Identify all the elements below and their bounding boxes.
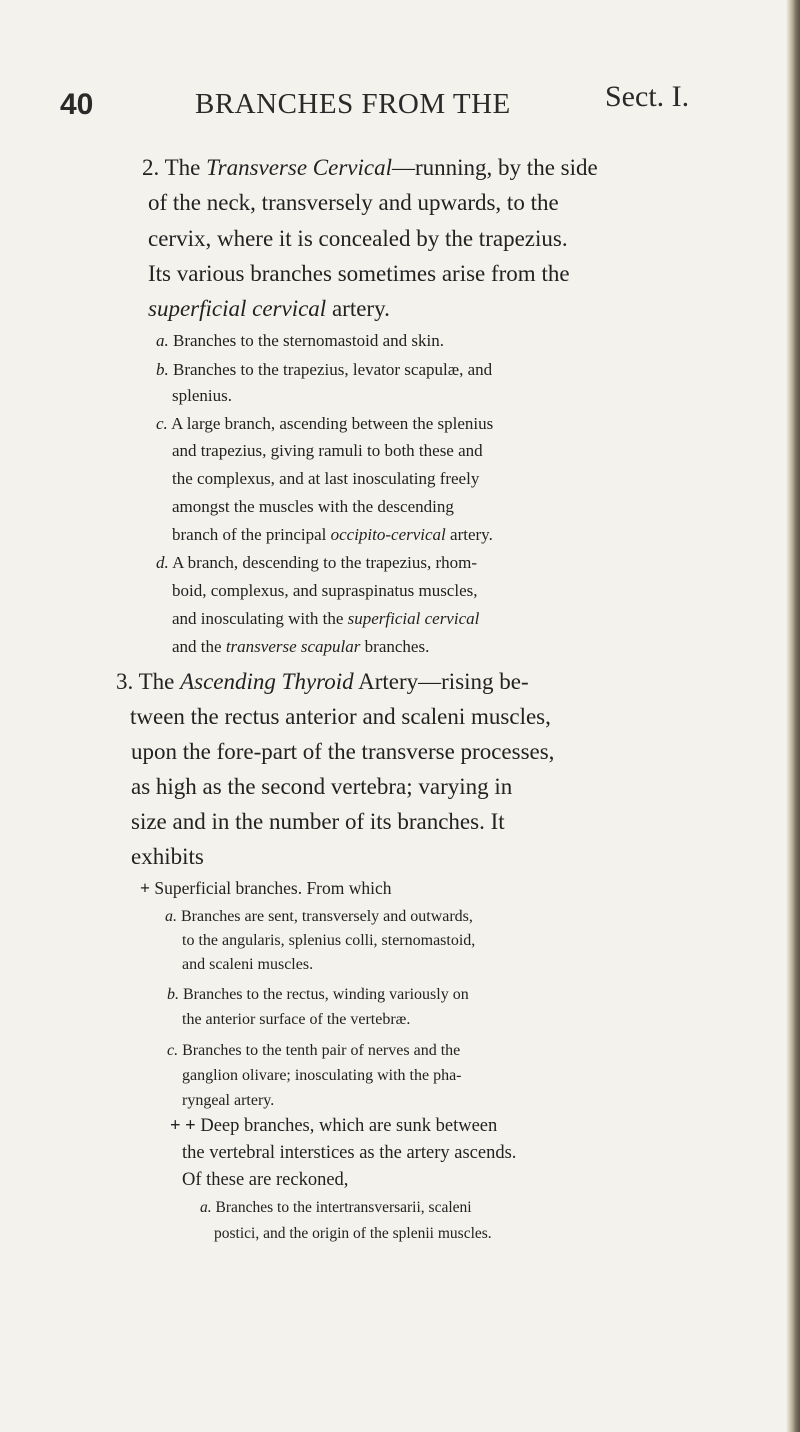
double-dagger-mark: + + bbox=[170, 1116, 196, 1136]
item2-line-4: Its various branches sometimes arise from the bbox=[148, 261, 570, 286]
item2-name: Transverse Cervical bbox=[206, 155, 392, 180]
item3-line-2: tween the rectus anterior and scaleni muscles, bbox=[130, 704, 551, 729]
item2-sub-c-3: the complexus, and at last inosculating freely bbox=[172, 469, 480, 488]
item2-sub-c-4: amongst the muscles with the descending bbox=[172, 497, 454, 516]
item3-line-3: upon the fore-part of the transverse processes, bbox=[131, 739, 555, 764]
sub-italic: transverse scapular bbox=[225, 637, 361, 656]
section-label: Sect. I. bbox=[605, 80, 690, 113]
running-title: BRANCHES FROM THE bbox=[195, 88, 511, 120]
item3-line-4: as high as the second vertebra; varying in bbox=[131, 774, 513, 799]
item2-sub-d-4 bbox=[172, 634, 762, 660]
item3-name: Ascending Thyroid bbox=[180, 669, 354, 694]
item2-line-2: of the neck, transversely and upwards, to the bbox=[148, 190, 559, 215]
superficial-sub-a-2: to the angularis, splenius colli, sternomastoid, bbox=[182, 932, 476, 949]
item2-line-1: 2. The Transverse Cervical—running, by the side bbox=[142, 155, 598, 180]
sub-text: A large branch, ascending between the splenius bbox=[171, 414, 494, 433]
sub-text: and the bbox=[172, 637, 222, 656]
item2-line-5 bbox=[148, 291, 748, 326]
sub-text: branch of the principal bbox=[172, 525, 327, 544]
sub-text: Branches to the rectus, winding variously on bbox=[183, 986, 469, 1003]
sub-text: Branches to the tenth pair of nerves and the bbox=[182, 1042, 461, 1059]
superficial-text: Superficial branches. From which bbox=[154, 878, 392, 898]
sub-text: and inosculating with the bbox=[172, 609, 344, 628]
item3-line-5: size and in the number of its branches. It bbox=[131, 809, 505, 834]
sub-letter: b. bbox=[167, 986, 179, 1003]
sub-italic: occipito-cervical bbox=[330, 525, 446, 544]
sub-text: Branches are sent, transversely and outwards, bbox=[181, 908, 473, 925]
item3-deep-3: Of these are reckoned, bbox=[182, 1170, 349, 1190]
item2-sub-c-2: and trapezius, giving ramuli to both these and bbox=[172, 441, 483, 460]
item2-line-3: cervix, where it is concealed by the trapezius. bbox=[148, 226, 568, 251]
deep-sub-a bbox=[200, 1196, 760, 1220]
sub-italic: superficial cervical bbox=[347, 609, 480, 628]
sub-text: Branches to the trapezius, levator scapulæ, and bbox=[173, 360, 493, 379]
item2-sub-b bbox=[156, 357, 746, 383]
superficial-sub-c-3: ryngeal artery. bbox=[182, 1092, 275, 1109]
page-number: 40 bbox=[60, 88, 94, 121]
item3-number: 3. The bbox=[116, 669, 175, 694]
sub-letter: b. bbox=[156, 360, 169, 379]
sub-text: Branches to the intertransversarii, scaleni bbox=[215, 1199, 472, 1216]
superficial-sub-a-3: and scaleni muscles. bbox=[182, 956, 314, 973]
superficial-sub-a bbox=[165, 905, 745, 928]
item3-line-1 bbox=[116, 664, 716, 699]
superficial-sub-b-2: the anterior surface of the vertebræ. bbox=[182, 1011, 411, 1028]
sub-text: Branches to the sternomastoid and skin. bbox=[173, 331, 445, 350]
item3-line-6: exhibits bbox=[131, 844, 204, 869]
sub-text: artery. bbox=[450, 525, 493, 544]
item2-artery: artery. bbox=[331, 296, 390, 321]
sub-letter: a. bbox=[165, 908, 177, 925]
deep-sub-a-2: postici, and the origin of the splenii muscles. bbox=[214, 1225, 492, 1242]
item2-number: 2. The bbox=[142, 155, 201, 180]
item2-sub-a bbox=[156, 328, 746, 354]
item2-italic: superficial cervical bbox=[148, 296, 327, 321]
sub-letter: c. bbox=[156, 414, 168, 433]
item2-text: running, by the side bbox=[415, 155, 598, 180]
item2-sub-d-3 bbox=[172, 606, 762, 632]
item2-sub-c bbox=[156, 411, 746, 437]
page-spine-shadow bbox=[786, 0, 800, 1432]
running-header bbox=[60, 80, 760, 132]
item3-deep bbox=[170, 1114, 750, 1138]
item2-sub-d-2: boid, complexus, and supraspinatus muscles, bbox=[172, 581, 478, 600]
item2-sub-b-cont: splenius. bbox=[172, 386, 232, 405]
item2-sub-c-5 bbox=[172, 522, 762, 548]
item3-deep-2: the vertebral interstices as the artery ascends. bbox=[182, 1143, 517, 1163]
superficial-sub-c bbox=[167, 1039, 747, 1062]
sub-text: A branch, descending to the trapezius, rhom- bbox=[172, 553, 478, 572]
deep-text: Deep branches, which are sunk between bbox=[200, 1116, 498, 1136]
item3-text: Artery—rising be- bbox=[358, 669, 529, 694]
dagger-mark: + bbox=[140, 878, 150, 898]
item3-superficial bbox=[140, 876, 720, 900]
superficial-sub-c-2: ganglion olivare; inosculating with the pha- bbox=[182, 1067, 462, 1084]
sub-letter: d. bbox=[156, 553, 169, 572]
item2-sub-d bbox=[156, 550, 746, 576]
sub-letter: a. bbox=[156, 331, 169, 350]
sub-letter: c. bbox=[167, 1042, 179, 1059]
sub-text: branches. bbox=[364, 637, 430, 656]
superficial-sub-b bbox=[167, 983, 747, 1006]
sub-letter: a. bbox=[200, 1199, 212, 1216]
